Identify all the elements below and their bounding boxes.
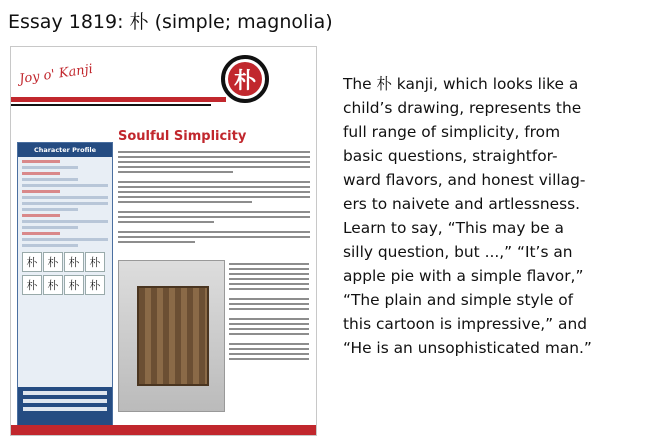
article-title: Soulful Simplicity <box>118 129 247 144</box>
sidebar-text-line <box>22 244 78 247</box>
sidebar-text-line <box>22 172 60 175</box>
text-line <box>118 186 310 188</box>
stroke-cell: 朴 <box>85 252 105 272</box>
essay-line: apple pie with a simple flavor,” <box>343 267 584 285</box>
sidebar-text-line <box>22 202 108 205</box>
essay-line: “He is an unsophisticated man.” <box>343 339 592 357</box>
stroke-cell: 朴 <box>22 252 42 272</box>
page-title: Essay 1819: 朴 (simple; magnolia) <box>8 11 333 33</box>
text-line <box>118 231 310 233</box>
stroke-cell: 朴 <box>85 275 105 295</box>
text-line <box>229 268 309 270</box>
text-line <box>118 201 252 203</box>
essay-line: child’s drawing, represents the <box>343 99 582 117</box>
wooden-door-image <box>137 286 209 386</box>
text-line <box>118 191 310 193</box>
sidebar-text-line <box>22 208 78 211</box>
text-line <box>229 283 309 285</box>
stroke-cell: 朴 <box>22 275 42 295</box>
stroke-cell: 朴 <box>43 252 63 272</box>
sidebar-footer-row <box>23 391 107 395</box>
door-photo <box>118 260 225 412</box>
essay-line: “The plain and simple style of <box>343 291 574 309</box>
text-line <box>229 308 309 310</box>
text-line <box>229 298 309 300</box>
sidebar-text-line <box>22 166 78 169</box>
sidebar-text-line <box>22 226 78 229</box>
essay-line: basic questions, straightfor- <box>343 147 558 165</box>
essay-thumbnail[interactable] <box>10 46 317 436</box>
essay-line: ward flavors, and honest villag- <box>343 171 586 189</box>
text-line <box>118 216 310 218</box>
essay-description <box>343 72 643 360</box>
sidebar-footer <box>18 387 112 425</box>
text-line <box>118 156 310 158</box>
stroke-order-grid <box>22 252 108 295</box>
photo-caption-text <box>229 263 309 363</box>
sidebar-footer-row <box>23 399 107 403</box>
logo-underline-thin <box>11 104 211 106</box>
sidebar-text-line <box>22 190 60 193</box>
seal-kanji: 朴 <box>228 62 262 96</box>
sidebar-text-line <box>22 178 78 181</box>
sidebar-text-line <box>22 196 108 199</box>
stroke-cell: 朴 <box>43 275 63 295</box>
text-line <box>229 273 309 275</box>
text-line <box>229 303 309 305</box>
sidebar-text-line <box>22 160 60 163</box>
essay-line: ers to naivete and artlessness. <box>343 195 581 213</box>
text-line <box>229 333 309 335</box>
stroke-cell: 朴 <box>64 275 84 295</box>
sidebar-heading: Character Profile <box>18 143 112 157</box>
text-line <box>118 151 310 153</box>
stroke-cell: 朴 <box>64 252 84 272</box>
text-line <box>229 328 309 330</box>
text-line <box>229 278 309 280</box>
text-line <box>118 211 310 213</box>
text-line <box>229 348 309 350</box>
logo-underline <box>11 97 226 102</box>
article-text <box>118 151 310 246</box>
text-line <box>229 318 309 320</box>
brand-logo: Joy o' Kanji <box>18 61 94 88</box>
text-line <box>118 241 195 243</box>
sidebar-text-line <box>22 184 108 187</box>
text-line <box>229 353 309 355</box>
text-line <box>229 358 309 360</box>
text-line <box>118 166 310 168</box>
text-line <box>229 288 309 290</box>
text-line <box>118 171 233 173</box>
thumbnail-footer-bar <box>11 425 316 435</box>
essay-line: Learn to say, “This may be a <box>343 219 564 237</box>
sidebar-text-line <box>22 238 108 241</box>
essay-line: this cartoon is impressive,” and <box>343 315 587 333</box>
essay-line: silly question, but ...,” “It’s an <box>343 243 573 261</box>
text-line <box>118 221 214 223</box>
text-line <box>118 181 310 183</box>
text-line <box>229 343 309 345</box>
text-line <box>118 236 310 238</box>
text-line <box>229 323 309 325</box>
essay-line: The 朴 kanji, which looks like a <box>343 75 579 93</box>
kanji-seal-icon <box>221 55 269 103</box>
text-line <box>229 263 309 265</box>
text-line <box>118 161 310 163</box>
text-line <box>118 196 310 198</box>
sidebar-text-line <box>22 214 60 217</box>
sidebar-text-line <box>22 220 108 223</box>
character-profile-sidebar <box>17 142 113 426</box>
essay-line: full range of simplicity, from <box>343 123 561 141</box>
sidebar-text-line <box>22 232 60 235</box>
sidebar-footer-row <box>23 407 107 411</box>
